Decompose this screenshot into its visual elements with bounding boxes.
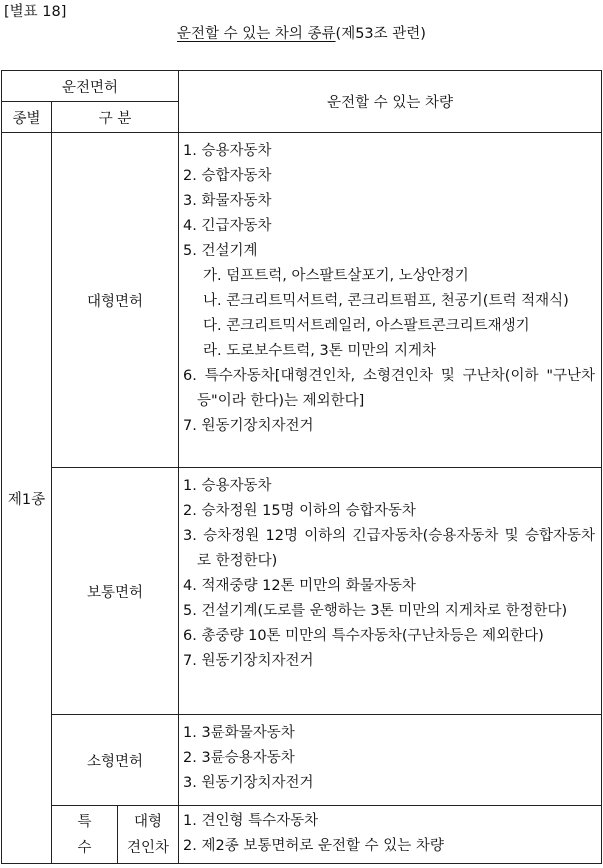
regular-license-vehicles	[179, 468, 602, 715]
large-sub-item-ga: 가. 덤프트럭, 아스팔트살포기, 노상안정기	[203, 268, 469, 284]
special-sub-label-line-1: 대형	[134, 813, 163, 830]
small-item-3: 3. 원동기장치자전거	[183, 775, 314, 791]
regular-item-4: 4. 적재중량 12톤 미만의 화물자동차	[183, 578, 416, 594]
class-1-label: 제1종	[2, 133, 52, 864]
header-class: 종별	[2, 102, 52, 133]
small-license-vehicles	[179, 715, 602, 806]
row-small	[2, 715, 602, 806]
large-license-vehicles	[179, 133, 602, 468]
large-item-3: 3. 화물자동차	[183, 193, 272, 209]
regular-item-7: 7. 원동기장치자전거	[183, 653, 314, 669]
large-sub-item-da: 다. 콘크리트믹서트레일러, 아스팔트콘크리트재생기	[203, 318, 530, 334]
header-row-1	[2, 71, 602, 102]
large-sub-item-ra: 라. 도로보수트럭, 3톤 미만의 지게차	[203, 343, 437, 359]
regular-item-6: 6. 총중량 10톤 미만의 특수자동차(구난차등은 제외한다)	[183, 628, 544, 644]
document-title	[0, 22, 603, 43]
regular-item-3: 3. 승차정원 12명 이하의 긴급자동차(승용자동차 및 승합자동차로 한정한다)	[183, 528, 596, 569]
header-division: 구 분	[52, 102, 179, 133]
large-item-5: 5. 건설기계	[183, 243, 258, 259]
large-sub-item-na: 나. 콘크리트믹서트럭, 콘크리트펌프, 천공기(트럭 적재식)	[203, 293, 569, 309]
special-sub-label-line-2: 견인차	[127, 839, 170, 856]
regular-item-1: 1. 승용자동차	[183, 478, 272, 494]
appendix-label: [별표 18]	[4, 4, 67, 20]
header-vehicles: 운전할 수 있는 차량	[179, 71, 602, 133]
row-special	[2, 806, 602, 864]
large-item-6: 6. 특수자동차[대형견인차, 소형견인차 및 구난차(이하 "구난차등"이라 한다)는 제외한다]	[183, 368, 596, 409]
large-license-label: 대형면허	[52, 133, 179, 468]
header-license: 운전면허	[2, 71, 179, 102]
regular-license-label: 보통면허	[52, 468, 179, 715]
special-label-line-2: 수	[77, 839, 92, 856]
title-suffix: (제53조 관련)	[335, 26, 426, 42]
large-item-4: 4. 긴급자동차	[183, 218, 272, 234]
title-main: 운전할 수 있는 차의 종류	[177, 26, 336, 42]
small-item-2: 2. 3륜승용자동차	[183, 750, 295, 766]
special-label-line-1: 특	[77, 813, 92, 830]
special-license-vehicles	[179, 806, 602, 864]
large-item-7: 7. 원동기장치자전거	[183, 418, 314, 434]
large-item-1: 1. 승용자동차	[183, 143, 272, 159]
special-item-1: 1. 견인형 특수자동차	[183, 813, 319, 829]
row-regular	[2, 468, 602, 715]
license-table	[1, 70, 602, 864]
large-item-2: 2. 승합자동차	[183, 168, 272, 184]
regular-item-2: 2. 승차정원 15명 이하의 승합자동차	[183, 503, 416, 519]
special-sub-label	[118, 806, 179, 864]
special-item-2: 2. 제2종 보통면허로 운전할 수 있는 차량	[183, 838, 444, 854]
special-license-label	[52, 806, 118, 864]
row-large	[2, 133, 602, 468]
small-item-1: 1. 3륜화물자동차	[183, 725, 295, 741]
regular-item-5: 5. 건설기계(도로를 운행하는 3톤 미만의 지게차로 한정한다)	[183, 603, 568, 619]
small-license-label: 소형면허	[52, 715, 179, 806]
